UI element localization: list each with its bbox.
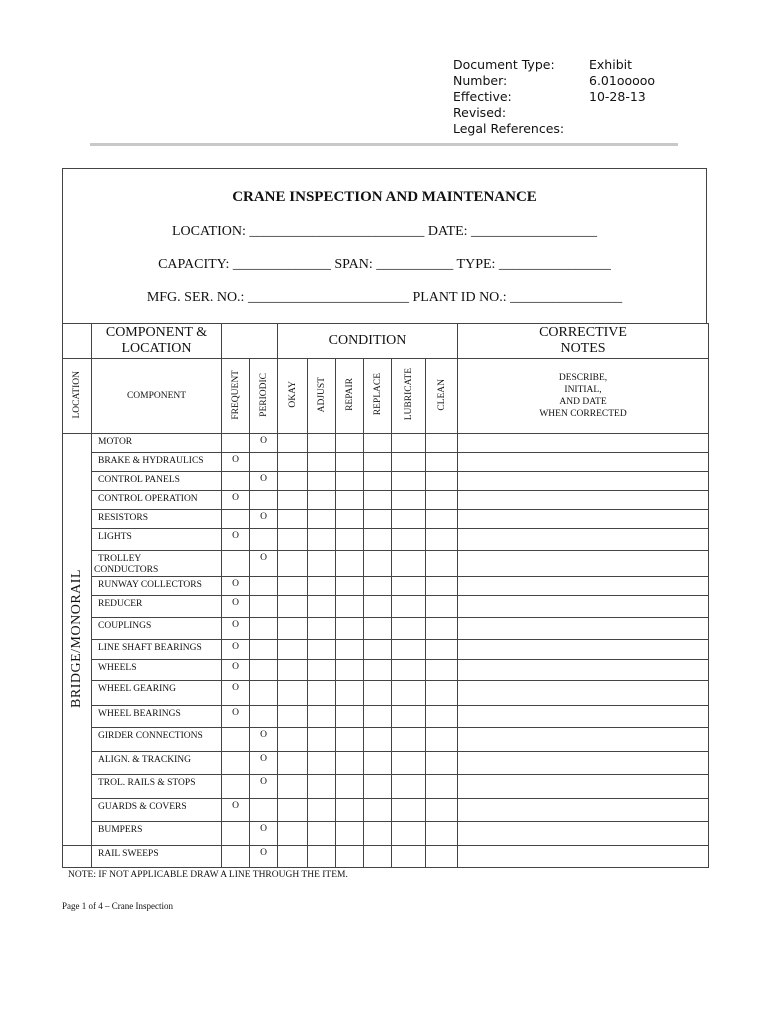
location-group-label: BRIDGE/MONORAIL (69, 568, 84, 708)
frequent-mark[interactable] (222, 775, 250, 799)
table-row (63, 577, 709, 596)
okay-cell[interactable] (278, 510, 308, 529)
form-header-box (62, 168, 707, 323)
repair-cell[interactable] (336, 640, 364, 660)
okay-cell[interactable] (278, 491, 308, 510)
replace-cell[interactable] (364, 706, 392, 728)
replace-cell[interactable] (364, 529, 392, 551)
notes-instruction-line: DESCRIBE, (558, 373, 608, 383)
frequent-mark[interactable]: O (222, 596, 250, 618)
periodic-mark[interactable]: O (250, 822, 278, 846)
doc-revised-label: Revised: (453, 105, 507, 120)
okay-cell[interactable] (278, 706, 308, 728)
adjust-cell[interactable] (308, 752, 336, 775)
replace-cell[interactable] (364, 434, 392, 453)
corrective-notes-cell[interactable] (458, 434, 709, 453)
okay-col-header (278, 359, 308, 434)
periodic-mark[interactable] (250, 453, 278, 472)
frequent-col-header (222, 359, 250, 434)
clean-cell[interactable] (426, 453, 458, 472)
frequent-mark[interactable]: O (222, 660, 250, 681)
corrective-notes-cell[interactable] (458, 752, 709, 775)
corrective-notes-cell[interactable] (458, 822, 709, 846)
table-row (63, 728, 709, 752)
corrective-notes-cell[interactable] (458, 472, 709, 491)
lubricate-cell[interactable] (392, 640, 426, 660)
adjust-cell[interactable] (308, 551, 336, 577)
okay-cell[interactable] (278, 434, 308, 453)
periodic-mark[interactable] (250, 660, 278, 681)
adjust-cell[interactable] (308, 799, 336, 822)
replace-cell[interactable] (364, 551, 392, 577)
lubricate-cell[interactable] (392, 846, 426, 868)
corrective-notes-cell[interactable] (458, 529, 709, 551)
corrective-notes-cell[interactable] (458, 775, 709, 799)
lubricate-cell[interactable] (392, 775, 426, 799)
okay-cell[interactable] (278, 681, 308, 706)
clean-cell[interactable] (426, 491, 458, 510)
doc-effective-row (453, 89, 655, 105)
repair-cell[interactable] (336, 577, 364, 596)
clean-cell[interactable] (426, 681, 458, 706)
corrective-notes-cell[interactable] (458, 551, 709, 577)
clean-cell[interactable] (426, 472, 458, 491)
component-name: BRAKE & HYDRAULICS (92, 453, 222, 472)
clean-cell[interactable] (426, 846, 458, 868)
adjust-cell[interactable] (308, 640, 336, 660)
clean-col-label: CLEAN (436, 378, 447, 411)
table-row (63, 681, 709, 706)
lubricate-cell[interactable] (392, 551, 426, 577)
clean-cell[interactable] (426, 434, 458, 453)
component-name: COUPLINGS (92, 618, 222, 640)
okay-cell[interactable] (278, 799, 308, 822)
inspection-rows (63, 434, 709, 868)
repair-cell[interactable] (336, 799, 364, 822)
table-row (63, 510, 709, 529)
replace-cell[interactable] (364, 596, 392, 618)
condition-header: CONDITION (278, 324, 458, 359)
frequent-mark[interactable]: O (222, 706, 250, 728)
periodic-mark[interactable] (250, 596, 278, 618)
doc-type-label: Document Type: (453, 57, 555, 72)
frequent-mark[interactable]: O (222, 618, 250, 640)
periodic-mark[interactable]: O (250, 775, 278, 799)
component-name: TROL. RAILS & STOPS (92, 775, 222, 799)
frequent-mark[interactable] (222, 434, 250, 453)
repair-col-label: REPAIR (344, 378, 355, 411)
clean-cell[interactable] (426, 775, 458, 799)
frequent-mark[interactable]: O (222, 799, 250, 822)
clean-cell[interactable] (426, 822, 458, 846)
clean-cell[interactable] (426, 510, 458, 529)
frequent-mark[interactable] (222, 846, 250, 868)
repair-cell[interactable] (336, 472, 364, 491)
blank-corner (63, 324, 92, 359)
replace-cell[interactable] (364, 822, 392, 846)
adjust-cell[interactable] (308, 822, 336, 846)
periodic-col-label: PERIODIC (258, 372, 269, 417)
frequent-mark[interactable]: O (222, 681, 250, 706)
lubricate-cell[interactable] (392, 728, 426, 752)
location-date-line: LOCATION: _________________________ DATE: __________________ (171, 224, 598, 239)
periodic-col-header (250, 359, 278, 434)
repair-cell[interactable] (336, 706, 364, 728)
doc-effective-label: Effective: (453, 89, 512, 104)
lubricate-col-header (392, 359, 426, 434)
repair-cell[interactable] (336, 453, 364, 472)
replace-cell[interactable] (364, 728, 392, 752)
doc-number-value: 6.01ooooo (589, 73, 656, 88)
lubricate-cell[interactable] (392, 660, 426, 681)
clean-cell[interactable] (426, 577, 458, 596)
component-name: ALIGN. & TRACKING (92, 752, 222, 775)
component-name: BUMPERS (92, 822, 222, 846)
adjust-cell[interactable] (308, 596, 336, 618)
lubricate-cell[interactable] (392, 472, 426, 491)
adjust-cell[interactable] (308, 453, 336, 472)
header-divider (90, 143, 678, 146)
clean-cell[interactable] (426, 529, 458, 551)
frequent-mark[interactable] (222, 728, 250, 752)
component-name: MOTOR (92, 434, 222, 453)
clean-cell[interactable] (426, 752, 458, 775)
lubricate-cell[interactable] (392, 510, 426, 529)
clean-cell[interactable] (426, 799, 458, 822)
replace-cell[interactable] (364, 472, 392, 491)
corrective-notes-cell[interactable] (458, 453, 709, 472)
periodic-mark[interactable] (250, 640, 278, 660)
adjust-cell[interactable] (308, 846, 336, 868)
okay-cell[interactable] (278, 472, 308, 491)
replace-cell[interactable] (364, 510, 392, 529)
periodic-mark[interactable]: O (250, 728, 278, 752)
repair-cell[interactable] (336, 660, 364, 681)
location-col-label: LOCATION (72, 370, 82, 419)
adjust-cell[interactable] (308, 728, 336, 752)
okay-cell[interactable] (278, 551, 308, 577)
lubricate-cell[interactable] (392, 453, 426, 472)
repair-cell[interactable] (336, 846, 364, 868)
repair-cell[interactable] (336, 491, 364, 510)
notes-instruction-line: AND DATE (559, 397, 607, 407)
table-row (63, 618, 709, 640)
okay-cell[interactable] (278, 618, 308, 640)
periodic-mark[interactable] (250, 618, 278, 640)
doc-number-label: Number: (453, 73, 508, 88)
doc-legal-row (453, 121, 655, 137)
location-col-header (63, 359, 92, 434)
doc-effective-value: 10-28-13 (589, 89, 646, 104)
lubricate-cell[interactable] (392, 681, 426, 706)
repair-cell[interactable] (336, 551, 364, 577)
table-row (63, 822, 709, 846)
okay-col-label: OKAY (287, 381, 298, 408)
lubricate-cell[interactable] (392, 799, 426, 822)
doc-type-row (453, 57, 655, 73)
okay-cell[interactable] (278, 453, 308, 472)
table-row (63, 660, 709, 681)
frequent-mark[interactable]: O (222, 453, 250, 472)
component-name: GUARDS & COVERS (92, 799, 222, 822)
component-location-header: COMPONENT & LOCATION (92, 324, 222, 359)
replace-cell[interactable] (364, 799, 392, 822)
doc-type-value: Exhibit (589, 57, 632, 72)
periodic-mark[interactable]: O (250, 434, 278, 453)
table-row (63, 640, 709, 660)
frequent-col-label: FREQUENT (230, 369, 241, 420)
component-name: REDUCER (92, 596, 222, 618)
replace-cell[interactable] (364, 577, 392, 596)
component-name: WHEEL BEARINGS (92, 706, 222, 728)
corrective-notes-cell[interactable] (458, 681, 709, 706)
table-row (63, 846, 709, 868)
corrective-notes-cell[interactable] (458, 640, 709, 660)
component-name: WHEEL GEARING (92, 681, 222, 706)
lubricate-cell[interactable] (392, 577, 426, 596)
replace-cell[interactable] (364, 681, 392, 706)
repair-cell[interactable] (336, 529, 364, 551)
table-row (63, 775, 709, 799)
component-name: RUNWAY COLLECTORS (92, 577, 222, 596)
periodic-mark[interactable] (250, 799, 278, 822)
table-row (63, 752, 709, 775)
lubricate-cell[interactable] (392, 491, 426, 510)
table-row (63, 434, 709, 453)
adjust-col-label: ADJUST (316, 376, 327, 413)
clean-cell[interactable] (426, 596, 458, 618)
replace-cell[interactable] (364, 453, 392, 472)
not-applicable-note: NOTE: IF NOT APPLICABLE DRAW A LINE THROUGH THE ITEM. (68, 870, 348, 880)
periodic-mark[interactable]: O (250, 752, 278, 775)
doc-revised-row (453, 105, 655, 121)
frequent-mark[interactable] (222, 551, 250, 577)
component-name: RESISTORS (92, 510, 222, 529)
periodic-mark[interactable]: O (250, 551, 278, 577)
component-name: LINE SHAFT BEARINGS (92, 640, 222, 660)
okay-cell[interactable] (278, 775, 308, 799)
adjust-cell[interactable] (308, 510, 336, 529)
component-name: GIRDER CONNECTIONS (92, 728, 222, 752)
clean-cell[interactable] (426, 551, 458, 577)
repair-col-header (336, 359, 364, 434)
table-row (63, 529, 709, 551)
okay-cell[interactable] (278, 660, 308, 681)
document-header (453, 57, 655, 137)
adjust-cell[interactable] (308, 660, 336, 681)
doc-legal-label: Legal References: (453, 121, 565, 136)
okay-cell[interactable] (278, 529, 308, 551)
repair-cell[interactable] (336, 596, 364, 618)
replace-cell[interactable] (364, 846, 392, 868)
repair-cell[interactable] (336, 618, 364, 640)
adjust-cell[interactable] (308, 491, 336, 510)
replace-cell[interactable] (364, 618, 392, 640)
lubricate-cell[interactable] (392, 706, 426, 728)
serial-plant-line: MFG. SER. NO.: _______________________ PLANT ID NO.: ________________ (146, 290, 623, 305)
repair-cell[interactable] (336, 434, 364, 453)
replace-cell[interactable] (364, 640, 392, 660)
adjust-col-header (308, 359, 336, 434)
frequent-mark[interactable] (222, 472, 250, 491)
adjust-cell[interactable] (308, 618, 336, 640)
component-name: WHEELS (92, 660, 222, 681)
replace-col-label: REPLACE (372, 373, 383, 416)
lubricate-cell[interactable] (392, 752, 426, 775)
okay-cell[interactable] (278, 752, 308, 775)
location-cell (63, 846, 92, 868)
repair-cell[interactable] (336, 775, 364, 799)
adjust-cell[interactable] (308, 681, 336, 706)
repair-cell[interactable] (336, 510, 364, 529)
table-row (63, 453, 709, 472)
table-row (63, 596, 709, 618)
frequent-mark[interactable] (222, 752, 250, 775)
location-group-cell (63, 434, 92, 846)
replace-cell[interactable] (364, 491, 392, 510)
table-row (63, 706, 709, 728)
corrective-notes-cell[interactable] (458, 596, 709, 618)
table-row (63, 551, 709, 577)
component-name: RAIL SWEEPS (92, 846, 222, 868)
okay-cell[interactable] (278, 728, 308, 752)
component-name: CONTROL OPERATION (92, 491, 222, 510)
okay-cell[interactable] (278, 640, 308, 660)
corrective-notes-cell[interactable] (458, 577, 709, 596)
lubricate-col-label: LUBRICATE (403, 368, 414, 421)
corrective-notes-cell[interactable] (458, 728, 709, 752)
periodic-mark[interactable] (250, 577, 278, 596)
periodic-mark[interactable] (250, 529, 278, 551)
repair-cell[interactable] (336, 728, 364, 752)
lubricate-cell[interactable] (392, 529, 426, 551)
periodic-mark[interactable]: O (250, 846, 278, 868)
page-footer: Page 1 of 4 – Crane Inspection (62, 901, 173, 911)
replace-cell[interactable] (364, 752, 392, 775)
replace-col-header (364, 359, 392, 434)
table-row (63, 472, 709, 491)
corrective-notes-cell[interactable] (458, 706, 709, 728)
lubricate-cell[interactable] (392, 618, 426, 640)
lubricate-cell[interactable] (392, 822, 426, 846)
clean-cell[interactable] (426, 640, 458, 660)
capacity-span-type-line: CAPACITY: ______________ SPAN: ___________ TYPE: ________________ (158, 257, 611, 272)
doc-number-row (453, 73, 655, 89)
frequent-mark[interactable] (222, 510, 250, 529)
periodic-mark[interactable]: O (250, 472, 278, 491)
clean-cell[interactable] (426, 728, 458, 752)
okay-cell[interactable] (278, 577, 308, 596)
corrective-notes-cell[interactable] (458, 510, 709, 529)
periodic-mark[interactable] (250, 706, 278, 728)
okay-cell[interactable] (278, 596, 308, 618)
frequent-mark[interactable] (222, 822, 250, 846)
adjust-cell[interactable] (308, 529, 336, 551)
clean-cell[interactable] (426, 618, 458, 640)
component-name: LIGHTS (92, 529, 222, 551)
frequency-header-blank (222, 324, 278, 359)
table-row (63, 491, 709, 510)
adjust-cell[interactable] (308, 472, 336, 491)
adjust-cell[interactable] (308, 434, 336, 453)
notes-instruction-line: WHEN CORRECTED (539, 409, 627, 419)
frequent-mark[interactable]: O (222, 529, 250, 551)
frequent-mark[interactable]: O (222, 491, 250, 510)
replace-cell[interactable] (364, 660, 392, 681)
periodic-mark[interactable] (250, 491, 278, 510)
notes-instruction-line: INITIAL, (564, 385, 602, 395)
corrective-notes-header: CORRECTIVE NOTES (458, 324, 709, 359)
notes-instructions (458, 359, 709, 434)
replace-cell[interactable] (364, 775, 392, 799)
form-title: CRANE INSPECTION AND MAINTENANCE (232, 189, 537, 205)
repair-cell[interactable] (336, 822, 364, 846)
corrective-notes-cell[interactable] (458, 799, 709, 822)
periodic-mark[interactable]: O (250, 510, 278, 529)
lubricate-cell[interactable] (392, 596, 426, 618)
frequent-mark[interactable]: O (222, 640, 250, 660)
adjust-cell[interactable] (308, 577, 336, 596)
adjust-cell[interactable] (308, 706, 336, 728)
clean-col-header (426, 359, 458, 434)
periodic-mark[interactable] (250, 681, 278, 706)
corrective-notes-cell[interactable] (458, 491, 709, 510)
component-name: CONTROL PANELS (92, 472, 222, 491)
lubricate-cell[interactable] (392, 434, 426, 453)
frequent-mark[interactable]: O (222, 577, 250, 596)
component-col-header: COMPONENT (92, 359, 222, 434)
okay-cell[interactable] (278, 846, 308, 868)
adjust-cell[interactable] (308, 775, 336, 799)
component-name: TROLLEY CONDUCTORS (92, 551, 222, 577)
table-row (63, 799, 709, 822)
corrective-notes-cell[interactable] (458, 846, 709, 868)
corrective-notes-cell[interactable] (458, 660, 709, 681)
okay-cell[interactable] (278, 822, 308, 846)
clean-cell[interactable] (426, 706, 458, 728)
repair-cell[interactable] (336, 681, 364, 706)
repair-cell[interactable] (336, 752, 364, 775)
inspection-table (62, 323, 709, 868)
corrective-notes-cell[interactable] (458, 618, 709, 640)
clean-cell[interactable] (426, 660, 458, 681)
